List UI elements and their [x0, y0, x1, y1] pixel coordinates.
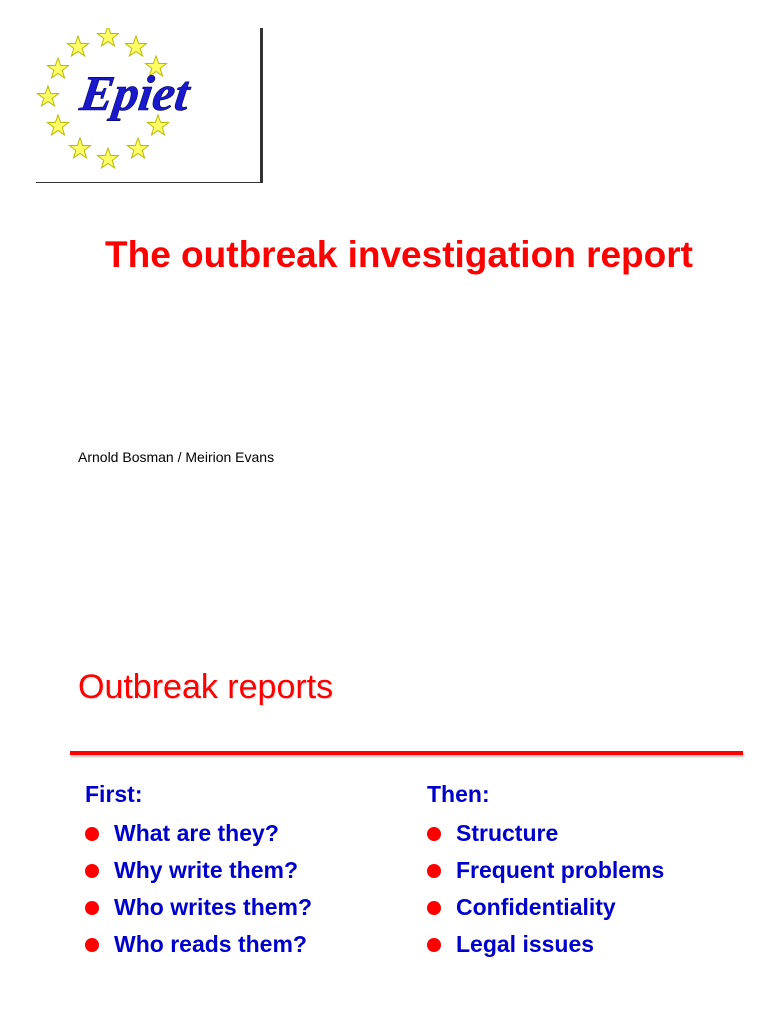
epiet-logo-graphic	[36, 28, 260, 182]
star-icon	[98, 148, 119, 168]
bullet-icon	[85, 827, 99, 841]
star-icon	[128, 138, 149, 158]
list-item-label: Who reads them?	[114, 931, 307, 957]
star-icon	[70, 138, 91, 158]
star-icon	[98, 28, 119, 46]
column-heading: Then:	[427, 781, 490, 807]
list-item-label: Confidentiality	[456, 894, 616, 920]
star-icon	[48, 115, 69, 135]
list-item	[427, 926, 664, 963]
list-item	[427, 852, 664, 889]
list-item-label: What are they?	[114, 820, 279, 846]
bullet-list	[427, 815, 664, 963]
list-item	[85, 926, 312, 963]
then-column	[427, 778, 664, 963]
section-divider	[70, 751, 743, 755]
list-item	[85, 889, 312, 926]
logo-wordmark: Epiet	[76, 65, 194, 121]
list-item	[427, 815, 664, 852]
first-column	[85, 778, 312, 963]
star-icon	[38, 86, 59, 106]
star-icon	[68, 36, 89, 56]
list-item-label: Legal issues	[456, 931, 595, 957]
list-item-label: Who writes them?	[114, 894, 313, 920]
bullet-icon	[85, 938, 99, 952]
star-icon	[126, 36, 147, 56]
section-title: Outbreak reports	[78, 668, 334, 706]
page-title: The outbreak investigation report	[105, 234, 693, 275]
bullet-list	[85, 815, 312, 963]
bullet-icon	[427, 938, 441, 952]
star-icon	[48, 58, 69, 78]
list-item	[85, 815, 312, 852]
list-item-label: Why write them?	[114, 857, 299, 883]
bullet-icon	[85, 901, 99, 915]
bullet-icon	[427, 827, 441, 841]
bullet-icon	[427, 901, 441, 915]
bullet-icon	[85, 864, 99, 878]
column-heading: First:	[85, 781, 143, 807]
authors: Arnold Bosman / Meirion Evans	[78, 449, 275, 465]
list-item	[85, 852, 312, 889]
bullet-icon	[427, 864, 441, 878]
list-item	[427, 889, 664, 926]
list-item-label: Frequent problems	[456, 857, 665, 883]
list-item-label: Structure	[456, 820, 559, 846]
epiet-logo	[36, 28, 263, 183]
